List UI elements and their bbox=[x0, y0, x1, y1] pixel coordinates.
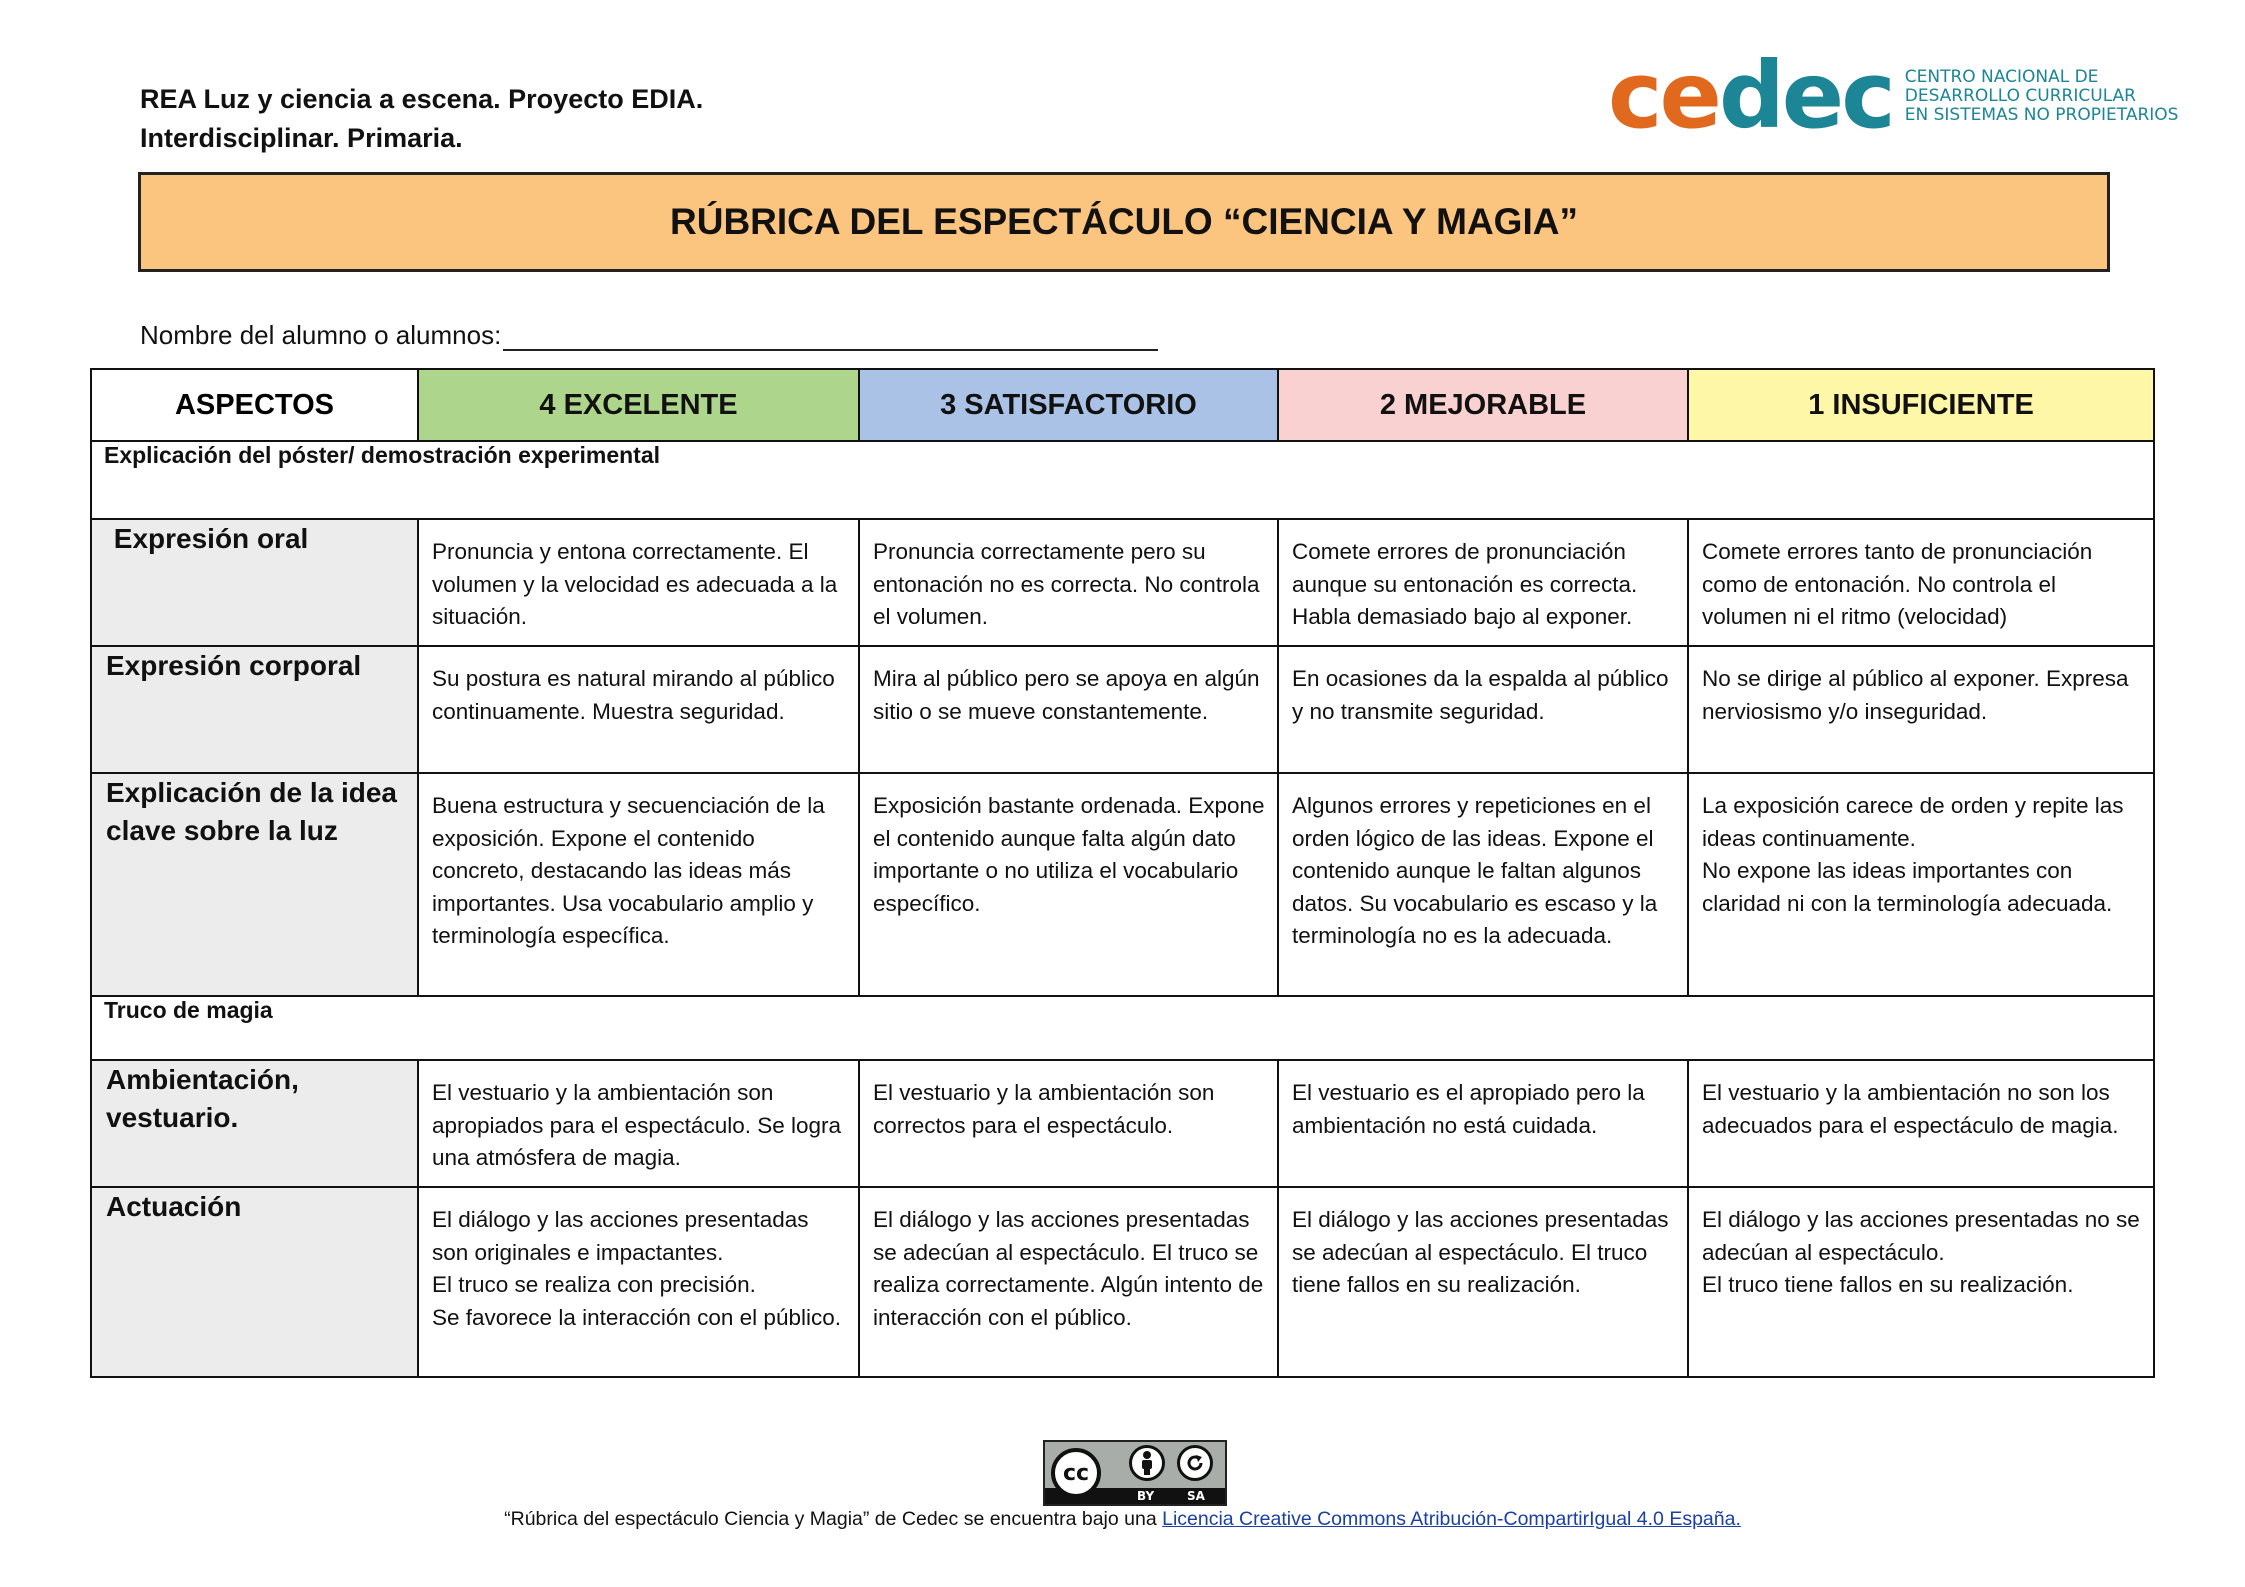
cc-icon: cc bbox=[1051, 1448, 1101, 1498]
table-row bbox=[91, 519, 2154, 646]
aspect-label: Explicación de la idea clave sobre la luz bbox=[91, 773, 418, 996]
sa-label: SA bbox=[1187, 1489, 1205, 1503]
document-header bbox=[140, 80, 703, 158]
rubric-cell: El diálogo y las acciones presentadas no se adecúan al espectáculo. El truco tiene fallos en su realización. bbox=[1688, 1187, 2154, 1377]
header-mejorable: 2 MEJORABLE bbox=[1278, 369, 1688, 441]
rubric-cell: Su postura es natural mirando al público continuamente. Muestra seguridad. bbox=[418, 646, 859, 773]
rubric-cell: Mira al público pero se apoya en algún sitio o se mueve constantemente. bbox=[859, 646, 1278, 773]
rubric-cell: El vestuario y la ambientación no son los adecuados para el espectáculo de magia. bbox=[1688, 1060, 2154, 1187]
license-link[interactable]: Licencia Creative Commons Atribución-CompartirIgual 4.0 España. bbox=[1162, 1508, 1741, 1530]
rubric-cell: El diálogo y las acciones presentadas se adecúan al espectáculo. El truco se realiza correctamente. Algún intento de interacción con el público. bbox=[859, 1187, 1278, 1377]
rubric-cell: La exposición carece de orden y repite las ideas continuamente. No expone las ideas importantes con claridad ni con la terminología adecuada. bbox=[1688, 773, 2154, 996]
student-name-label: Nombre del alumno o alumnos: bbox=[140, 320, 502, 350]
header-excelente: 4 EXCELENTE bbox=[418, 369, 859, 441]
rubric-cell: Comete errores de pronunciación aunque su entonación es correcta. Habla demasiado bajo al exponer. bbox=[1278, 519, 1688, 646]
rubric-cell: Pronuncia y entona correctamente. El volumen y la velocidad es adecuada a la situación. bbox=[418, 519, 859, 646]
rubric-cell: El vestuario y la ambientación son correctos para el espectáculo. bbox=[859, 1060, 1278, 1187]
rubric-cell: El diálogo y las acciones presentadas se adecúan al espectáculo. El truco tiene fallos en su realización. bbox=[1278, 1187, 1688, 1377]
rubric-cell: En ocasiones da la espalda al público y no transmite seguridad. bbox=[1278, 646, 1688, 773]
rubric-title-box bbox=[138, 172, 2110, 272]
rubric-cell: Pronuncia correctamente pero su entonación no es correcta. No controla el volumen. bbox=[859, 519, 1278, 646]
header-satisfactorio: 3 SATISFACTORIO bbox=[859, 369, 1278, 441]
rubric-cell: El diálogo y las acciones presentadas son originales e impactantes. El truco se realiza con precisión. Se favorece la interacción con el público. bbox=[418, 1187, 859, 1377]
aspect-label: Expresión oral bbox=[91, 519, 418, 646]
footer-text: “Rúbrica del espectáculo Ciencia y Magia” de Cedec se encuentra bajo una bbox=[504, 1508, 1163, 1530]
cedec-logo bbox=[1608, 42, 2179, 149]
by-label: BY bbox=[1137, 1489, 1155, 1503]
logo-wordmark: cedec bbox=[1608, 42, 1893, 149]
cc-license-badge[interactable] bbox=[1043, 1440, 1227, 1506]
logo-tagline: CENTRO NACIONAL DE DESARROLLO CURRICULAR EN SISTEMAS NO PROPIETARIOS bbox=[1904, 66, 2179, 125]
table-row bbox=[91, 773, 2154, 996]
header-aspectos: ASPECTOS bbox=[91, 369, 418, 441]
table-row bbox=[91, 646, 2154, 773]
header-line-1: REA Luz y ciencia a escena. Proyecto EDIA. bbox=[140, 84, 704, 114]
rubric-cell: El vestuario es el apropiado pero la ambientación no está cuidada. bbox=[1278, 1060, 1688, 1187]
aspect-label: Ambientación, vestuario. bbox=[91, 1060, 418, 1187]
student-name-line bbox=[503, 323, 1158, 351]
rubric-cell: El vestuario y la ambientación son apropiados para el espectáculo. Se logra una atmósfera de magia. bbox=[418, 1060, 859, 1187]
rubric-cell: Exposición bastante ordenada. Expone el contenido aunque falta algún dato importante o no utiliza el vocabulario específico. bbox=[859, 773, 1278, 996]
header-row bbox=[91, 369, 2154, 441]
section-row bbox=[91, 996, 2154, 1060]
rubric-cell: No se dirige al público al exponer. Expresa nerviosismo y/o inseguridad. bbox=[1688, 646, 2154, 773]
rubric-cell: Algunos errores y repeticiones en el orden lógico de las ideas. Expone el contenido aunque le faltan algunos datos. Su vocabulario es escaso y la terminología no es la adecuada. bbox=[1278, 773, 1688, 996]
aspect-label: Expresión corporal bbox=[91, 646, 418, 773]
attribution-icon bbox=[1129, 1445, 1165, 1481]
section-title: Truco de magia bbox=[91, 996, 2154, 1060]
license-footer bbox=[0, 1508, 2245, 1531]
rubric-cell: Buena estructura y secuenciación de la exposición. Expone el contenido concreto, destacando las ideas más importantes. Usa vocabulario amplio y terminología específica. bbox=[418, 773, 859, 996]
rubric-cell: Comete errores tanto de pronunciación como de entonación. No controla el volumen ni el ritmo (velocidad) bbox=[1688, 519, 2154, 646]
section-title: Explicación del póster/ demostración experimental bbox=[91, 441, 2154, 519]
share-alike-icon bbox=[1177, 1445, 1213, 1481]
rubric-title: RÚBRICA DEL ESPECTÁCULO “CIENCIA Y MAGIA” bbox=[670, 201, 1578, 242]
rubric-table bbox=[90, 368, 2155, 1378]
aspect-label: Actuación bbox=[91, 1187, 418, 1377]
student-name-field bbox=[140, 320, 1158, 351]
header-insuficiente: 1 INSUFICIENTE bbox=[1688, 369, 2154, 441]
section-row bbox=[91, 441, 2154, 519]
table-row bbox=[91, 1187, 2154, 1377]
table-row bbox=[91, 1060, 2154, 1187]
header-line-2: Interdisciplinar. Primaria. bbox=[140, 123, 463, 153]
